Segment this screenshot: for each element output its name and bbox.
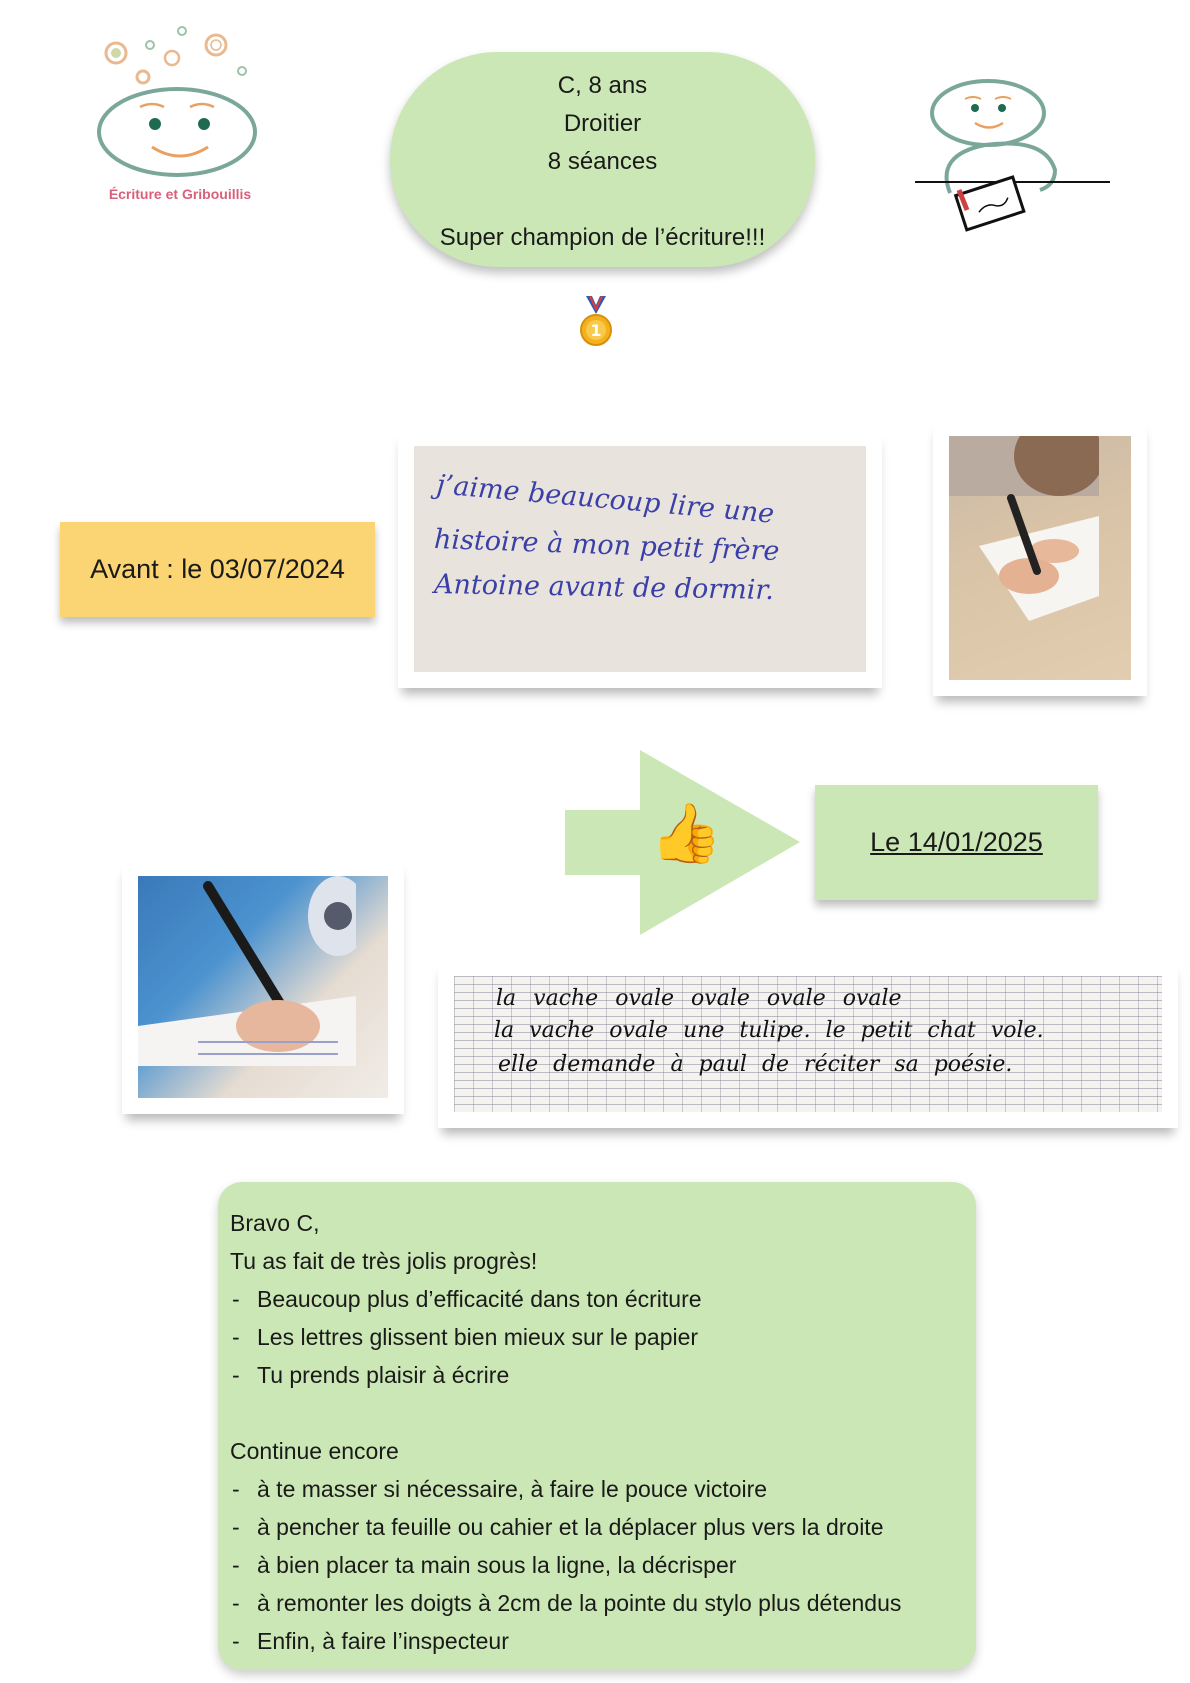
after-sample-line: la vache ovale ovale ovale ovale: [496, 986, 902, 1011]
continue-item: - à remonter les doigts à 2cm de la pointe du stylo plus détendus: [230, 1584, 962, 1622]
feedback-greeting: Bravo C,: [230, 1210, 320, 1236]
first-place-medal-icon: [578, 296, 614, 348]
medal-number: 1: [590, 321, 602, 340]
after-date-text: Le 14/01/2025: [870, 827, 1043, 857]
spacer: [230, 1394, 962, 1432]
progress-item: - Les lettres glissent bien mieux sur le papier: [230, 1318, 962, 1356]
before-handwriting-photo: [398, 430, 882, 688]
progress-item: - Beaucoup plus d’efficacité dans ton écriture: [230, 1280, 962, 1318]
child-writing-icon: [915, 75, 1110, 235]
before-sample-line: j’aime beaucoup lire une: [435, 469, 776, 530]
feedback-intro: Tu as fait de très jolis progrès!: [230, 1248, 538, 1274]
before-child-writing-photo: [933, 420, 1147, 696]
after-child-writing-photo: [122, 860, 404, 1114]
after-sample-line: la vache ovale une tulipe. le petit chat vole.: [494, 1018, 1044, 1043]
header-pill: [390, 52, 815, 267]
continue-item: - Enfin, à faire l’inspecteur: [230, 1622, 962, 1660]
logo-face-icon: [90, 25, 265, 210]
after-sample-line: elle demande à paul de réciter sa poésie.: [498, 1052, 1013, 1077]
thumbs-up-icon: 👍: [650, 801, 723, 866]
child-info: C, 8 ans: [557, 72, 648, 99]
handedness: Droitier: [563, 110, 642, 137]
before-date-text: Avant : le 03/07/2024: [90, 554, 345, 584]
after-handwriting-photo: [438, 960, 1178, 1128]
continue-title: Continue encore: [230, 1438, 399, 1464]
continue-item: - à pencher ta feuille ou cahier et la déplacer plus vers la droite: [230, 1508, 962, 1546]
session-count: 8 séances: [547, 148, 658, 175]
continue-item: - à te masser si nécessaire, à faire le pouce victoire: [230, 1470, 962, 1508]
continue-item: - à bien placer ta main sous la ligne, la décrisper: [230, 1546, 962, 1584]
champion-tagline: Super champion de l’écriture!!!: [439, 224, 766, 251]
feedback-box: [218, 1182, 976, 1670]
before-sample-line: histoire à mon petit frère: [433, 523, 780, 568]
before-date-label: [60, 522, 375, 617]
before-sample-line: Antoine avant de dormir.: [433, 569, 775, 606]
logo-label: Écriture et Gribouillis: [108, 186, 252, 202]
after-date-label: [815, 785, 1098, 900]
progress-item: - Tu prends plaisir à écrire: [230, 1356, 962, 1394]
